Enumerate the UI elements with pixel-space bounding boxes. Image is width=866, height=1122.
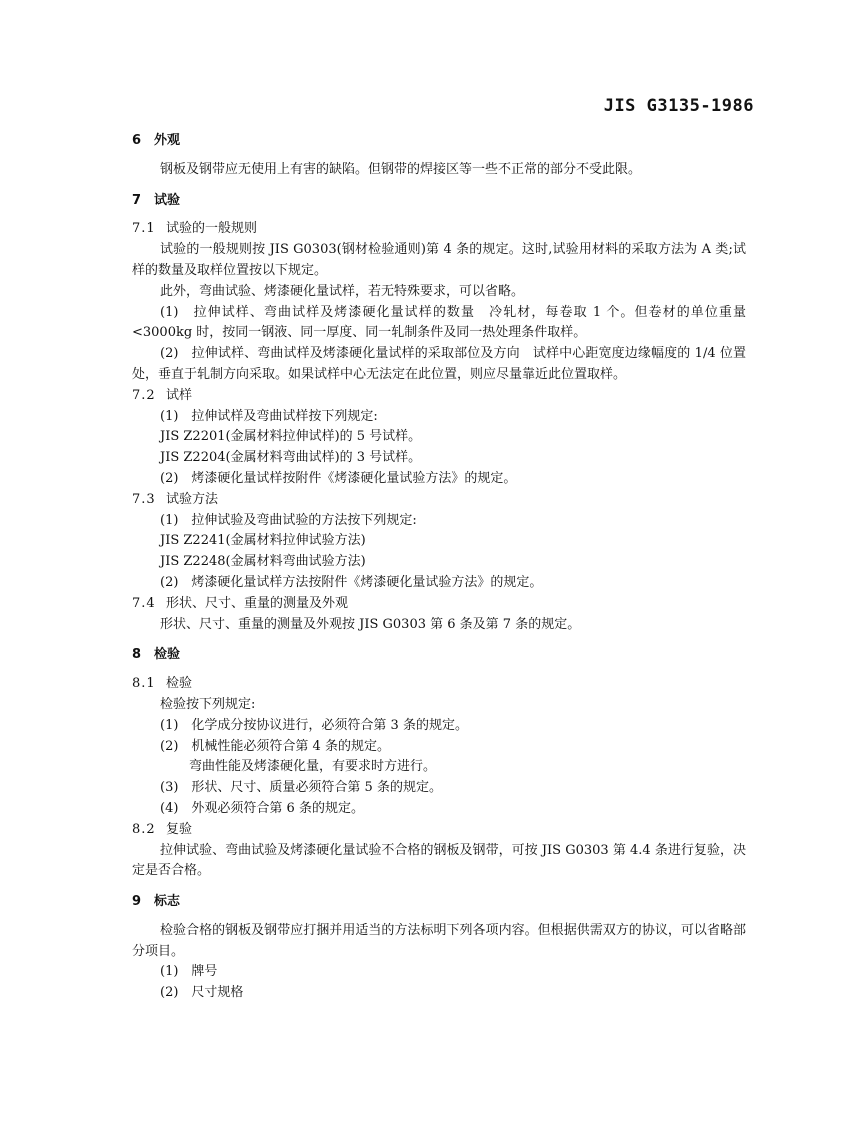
list-item: (4) 外观必须符合第 6 条的规定。 [160,800,364,816]
subsection-8-1-heading: 8.1 检验 [132,676,193,692]
section-9-heading [132,892,746,913]
list-item: (3) 形状、尺寸、质量必须符合第 5 条的规定。 [160,780,442,796]
paragraph: 检验按下列规定: [160,696,256,712]
paragraph: 形状、尺寸、重量的测量及外观按 JIS G0303 第 6 条及第 7 条的规定。 [160,616,581,632]
list-item: JIS Z2241(金属材料拉伸试验方法) [160,533,366,549]
section-6-paragraph: 钢板及钢带应无使用上有害的缺陷。但钢带的焊接区等一些不正常的部分不受此限。 [160,161,642,177]
paragraph: 检验合格的钢板及钢带应打捆并用适当的方法标明下列各项内容。但根据供需双方的协议，可以省略部分项目。 [132,922,746,959]
section-7-heading [132,191,746,212]
list-item: (1) 拉伸试样及弯曲试样按下列规定: [160,408,378,424]
list-item: (1) 牌号 [160,964,218,980]
list-item: (2) 尺寸规格 [160,985,244,1001]
subsection-7-2-heading: 7.2 试样 [132,387,193,403]
list-item: (2) 拉伸试样、弯曲试样及烤漆硬化量试样的采取部位及方向 试样中心距宽度边缘幅度的 1/4 位置处，垂直于轧制方向采取。如果试样中心无法定在此位置，则应尽量靠近此位置取样。 [132,346,746,382]
list-item: JIS Z2201(金属材料拉伸试样)的 5 号试样。 [160,429,422,445]
list-item: (2) 烤漆硬化量试样按附件《烤漆硬化量试验方法》的规定。 [160,470,517,486]
document-body [132,128,746,1004]
section-title: 标志 [154,894,181,910]
list-item-continuation: 弯曲性能及烤漆硬化量，有要求时方进行。 [189,759,437,775]
list-item: JIS Z2248(金属材料弯曲试验方法) [160,554,366,570]
section-title: 试验 [154,192,181,208]
paragraph: 此外，弯曲试验、烤漆硬化量试样，若无特殊要求，可以省略。 [160,283,525,299]
standard-number-header: JIS G3135-1986 [603,96,754,116]
section-6-heading [132,131,746,152]
section-number: 7 [132,192,142,208]
list-item: (2) 机械性能必须符合第 4 条的规定。 [160,738,390,754]
subsection-7-1-heading: 7.1 试验的一般规则 [132,221,258,237]
list-item: (1) 拉伸试样、弯曲试样及烤漆硬化量试样的数量 冷轧材，每卷取 1 个。但卷材的单位重量<3000kg 时，按同一钢液、同一厚度、同一轧制条件及同一热处理条件取样。 [132,304,746,341]
section-number: 8 [132,647,142,663]
subsection-7-3-heading: 7.3 试验方法 [132,491,219,507]
section-title: 外观 [154,133,181,148]
section-number: 9 [132,894,142,910]
subsection-7-4-heading: 7.4 形状、尺寸、重量的测量及外观 [132,595,349,611]
paragraph: 试验的一般规则按 JIS G0303(钢材检验通则)第 4 条的规定。这时,试验用材料的采取方法为 A 类;试样的数量及取样位置按以下规定。 [132,242,746,278]
list-item: (2) 烤漆硬化量试样方法按附件《烤漆硬化量试验方法》的规定。 [160,574,543,590]
list-item: (1) 拉伸试验及弯曲试验的方法按下列规定: [160,512,417,528]
list-item: (1) 化学成分按协议进行，必须符合第 3 条的规定。 [160,717,468,733]
paragraph: 拉伸试验、弯曲试验及烤漆硬化量试验不合格的钢板及钢带，可按 JIS G0303 第 4.4 条进行复验，决定是否合格。 [132,842,746,879]
list-item: JIS Z2204(金属材料弯曲试样)的 3 号试样。 [160,450,422,466]
subsection-8-2-heading: 8.2 复验 [132,821,193,837]
section-title: 检验 [154,647,181,663]
section-8-heading [132,645,746,666]
section-number: 6 [132,133,142,148]
